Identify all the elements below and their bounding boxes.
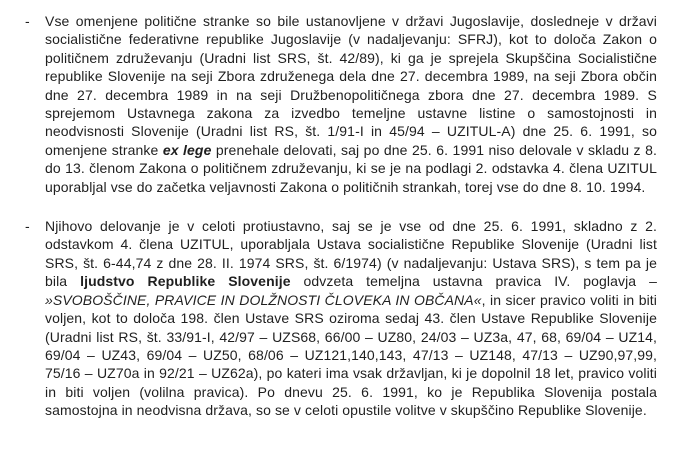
- paragraph-founding-parties: [45, 12, 657, 196]
- bullet-item-founding-parties: [25, 12, 657, 196]
- text-run-ljudstvo: ljudstvo Republike Slovenije: [80, 273, 291, 290]
- bullet-item-unconstitutional-activity: [25, 217, 657, 419]
- bullet-dash: -: [25, 13, 30, 29]
- text-run: odvzeta temeljna ustavna pravica IV. poglavja –: [290, 273, 657, 290]
- text-run: Njihovo delovanje je v celoti protiustavno, saj se je vse od dne 25. 6. 1991, skladno z 2. odstavkom 4. člena UZITUL, uporabljala Ustava socialistične Republike Slovenije (Uradni list SRS, št. 6-44,74 z dne 28. II. 1974 SRS, št. 6/1974) (v nadaljevanju: Ustava SRS), s tem pa je bila: [45, 218, 657, 290]
- paragraph-unconstitutional-activity: [45, 217, 657, 419]
- text-run-chapter-title: »SVOBOŠČINE, PRAVICE IN DOLŽNOSTI ČLOVEKA IN OBČANA«: [45, 291, 482, 308]
- text-run: Vse omenjene politične stranke so bile ustanovljene v državi Jugoslavije, dosledneje v državi socialistične federativne republike Jugoslavije (v nadaljevanju: SFRJ), kot to določa Zakon o političnem združevanju (Uradni list SRS, št. 42/89), ki ga je sprejela Skupščina Socialistične republike Slovenije na seji Zbora združenega dela dne 27. decembra 1989, na seji Zbora občin dne 27. decembra 1989 in na seji Družbenopolitičnega zbora dne 27. decembra 1989. S sprejemom Ustavnega zakona za izvedbo temeljne ustavne listine o samostojnosti in neodvisnosti Slovenije (Uradni list RS, št. 1/91-I in 45/94 – UZITUL-A) dne 25. 6. 1991, so omenjene stranke: [45, 13, 657, 158]
- text-run: , in sicer pravico voliti in biti voljen, kot to določa 198. člen Ustave SRS oziroma sedaj 43. člen Ustave Republike Slovenije (Uradni list RS, št. 33/91-I, 42/97 – UZS68, 66/00 – UZ80, 24/03 – UZ3a, 47, 68, 69/04 – UZ14, 69/04 – UZ43, 69/04 – UZ50, 68/06 – UZ121,140,143, 47/13 – UZ148, 47/13 – UZ90,97,99, 75/16 – UZ70a in 92/21 – UZ62a), po kateri ima vsak državljan, ki je dopolnil 18 let, pravico voliti in biti voljen (volilna pravica). Po dnevu 25. 6. 1991, ko je Republika Slovenija postala samostojna in neodvisna država, so se v celoti opustile volitve v skupščino Republike Slovenije.: [45, 291, 657, 419]
- bullet-dash: -: [25, 218, 30, 235]
- text-run-ex-lege: ex lege: [162, 141, 212, 158]
- text-run: prenehale delovati, saj po dne 25. 6. 1991 niso delovale v skladu z 8. do 13. členom Zakona o političnem združevanju, ki se je na podlagi 2. odstavka 4. člena UZITUL uporabljal vse do začetka veljavnosti Zakona o političnih strankah, torej vse do dne 8. 10. 1994.: [45, 141, 657, 195]
